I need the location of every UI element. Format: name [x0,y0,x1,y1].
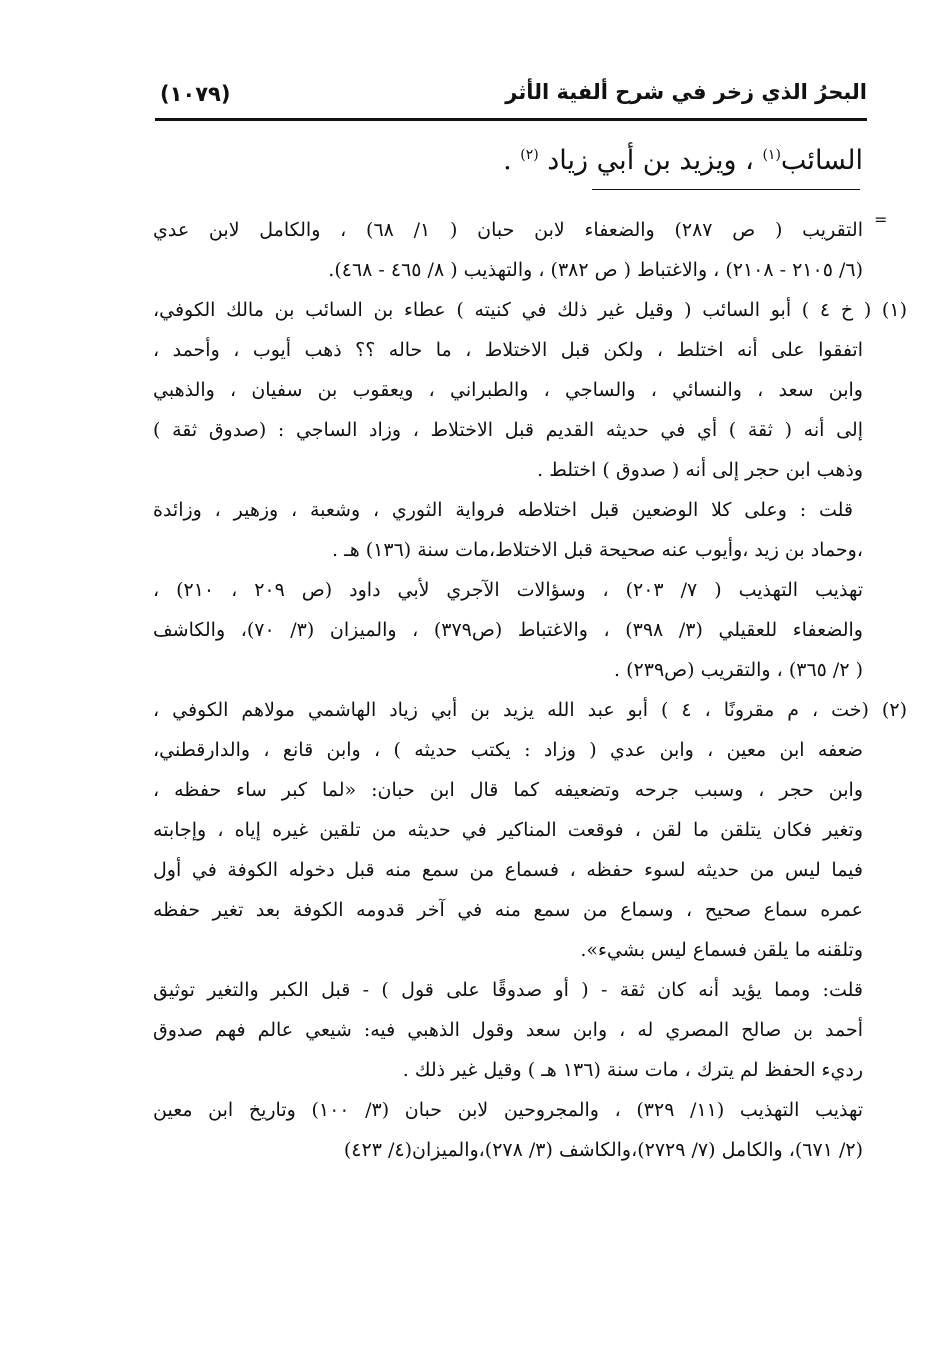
page-number: (١٠٧٩) [160,82,231,106]
footnote-ref-1: (١) [762,147,781,163]
footnote-line: قلت : وعلى كلا الوضعين قبل اختلاطه فرواية الثوري ، وشعبة ، وزهير ، وزائدة [153,499,853,521]
footnote-separator-rule [592,189,860,190]
footnote-line: ،وحماد بن زيد ،وأيوب عنه صحيحة قبل الاختلاط،مات سنة (١٣٦) هـ . [332,539,863,561]
footnote-line: والضعفاء للعقيلي (٣/ ٣٩٨) ، والاغتباط (ص٣٧٩) ، والميزان (٣/ ٧٠)، والكاشف [153,619,863,641]
footnote-line: عمره سماع صحيح ، وسماع من سمع منه في آخر قدومه الكوفة بعد تغير حفظه [153,899,863,921]
footnote-line: وتلقنه ما يلقن فسماع ليس بشيء». [580,939,863,961]
footnote-line: تهذيب التهذيب ( ٧/ ٢٠٣) ، وسؤالات الآجري لأبي داود (ص ٢٠٩ ، ٢١٠) ، [153,579,863,601]
footnote-line: أحمد بن صالح المصري له ، وابن سعد وقول الذهبي فيه: شيعي عالم فهم صدوق [153,1019,863,1041]
footnote-line: رديء الحفظ لم يترك ، مات سنة (١٣٦ هـ ) وقيل غير ذلك . [402,1059,863,1081]
footnote-line: اتفقوا على أنه اختلط ، ولكن قبل الاختلاط ، ما حاله ؟؟ ذهب أيوب ، وأحمد ، [153,339,863,361]
footnote-1 [153,290,907,690]
footnote-line: التقريب ( ص ٢٨٧) والضعفاء لابن حبان ( ١/ ٦٨) ، والكامل لابن عدي [153,219,863,241]
footnote-line: قلت: ومما يؤيد أنه كان ثقة - ( أو صدوقًا على قول ) - قبل الكبر والتغير توثيق [153,979,863,1001]
footnote-line: وابن حجر ، وسبب جرحه وتضعيفه كما قال ابن حبان: «لما كبر ساء حفظه ، [153,779,863,801]
header-rule [155,118,867,121]
footnote-line: فيما ليس من حديثه لسوء حفظه ، فسماع من سمع منه قبل دخوله الكوفة في أول [153,859,863,881]
footnote-line: وابن سعد ، والنسائي ، والساجي ، والطبراني ، ويعقوب بن سفيان ، والذهبي [153,379,863,401]
footnote-line: وتغير فكان يتلقن ما لقن ، فوقعت المناكير في حديثه من تلقين غيره إياه ، وإجابته [153,819,863,841]
main-text-part1: السائب [780,145,863,176]
footnote-line: (٢) (خت ، م مقرونًا ، ٤ ) أبو عبد الله يزيد بن أبي زياد الهاشمي مولاهم الكوفي ، [153,699,907,721]
footnote-line: ضعفه ابن معين ، وابن عدي ( وزاد : يكتب حديثه ) ، وابن قانع ، والدارقطني، [153,739,863,761]
main-text-part3: . [503,145,521,176]
main-text-line [503,135,863,181]
continuation-mark: = [874,210,888,229]
footnote-ref-2: (٢) [520,147,539,163]
footnote-line: وذهب ابن حجر إلى أنه ( صدوق ) اختلط . [537,459,863,481]
footnote-continuation [153,210,863,290]
footnote-2 [153,690,907,1170]
footnotes-block [153,210,907,1170]
running-head-title: البحرُ الذي زخر في شرح ألفية الأثر [505,80,867,104]
main-text-part2: ، ويزيد بن أبي زياد [538,145,763,176]
footnote-line: ( ٢/ ٣٦٥) ، والتقريب (ص٢٣٩) . [614,659,863,681]
footnote-line: (٢/ ٦٧١)، والكامل (٧/ ٢٧٢٩)،والكاشف (٣/ ٢٧٨)،والميزان(٤/ ٤٢٣) [343,1139,863,1161]
footnote-line: (٦/ ٢١٠٥ - ٢١٠٨) ، والاغتباط ( ص ٣٨٢) ، والتهذيب ( ٨/ ٤٦٥ - ٤٦٨). [328,259,863,281]
footnote-line: إلى أنه ( ثقة ) أي في حديثه القديم قبل الاختلاط ، وزاد الساجي : (صدوق ثقة ) [153,419,863,441]
footnote-line: (١) ( خ ٤ ) أبو السائب ( وقيل غير ذلك في كنيته ) عطاء بن السائب بن مالك الكوفي، [153,299,907,321]
footnote-line: تهذيب التهذيب (١١/ ٣٢٩) ، والمجروحين لابن حبان (٣/ ١٠٠) وتاريخ ابن معين [153,1099,863,1121]
